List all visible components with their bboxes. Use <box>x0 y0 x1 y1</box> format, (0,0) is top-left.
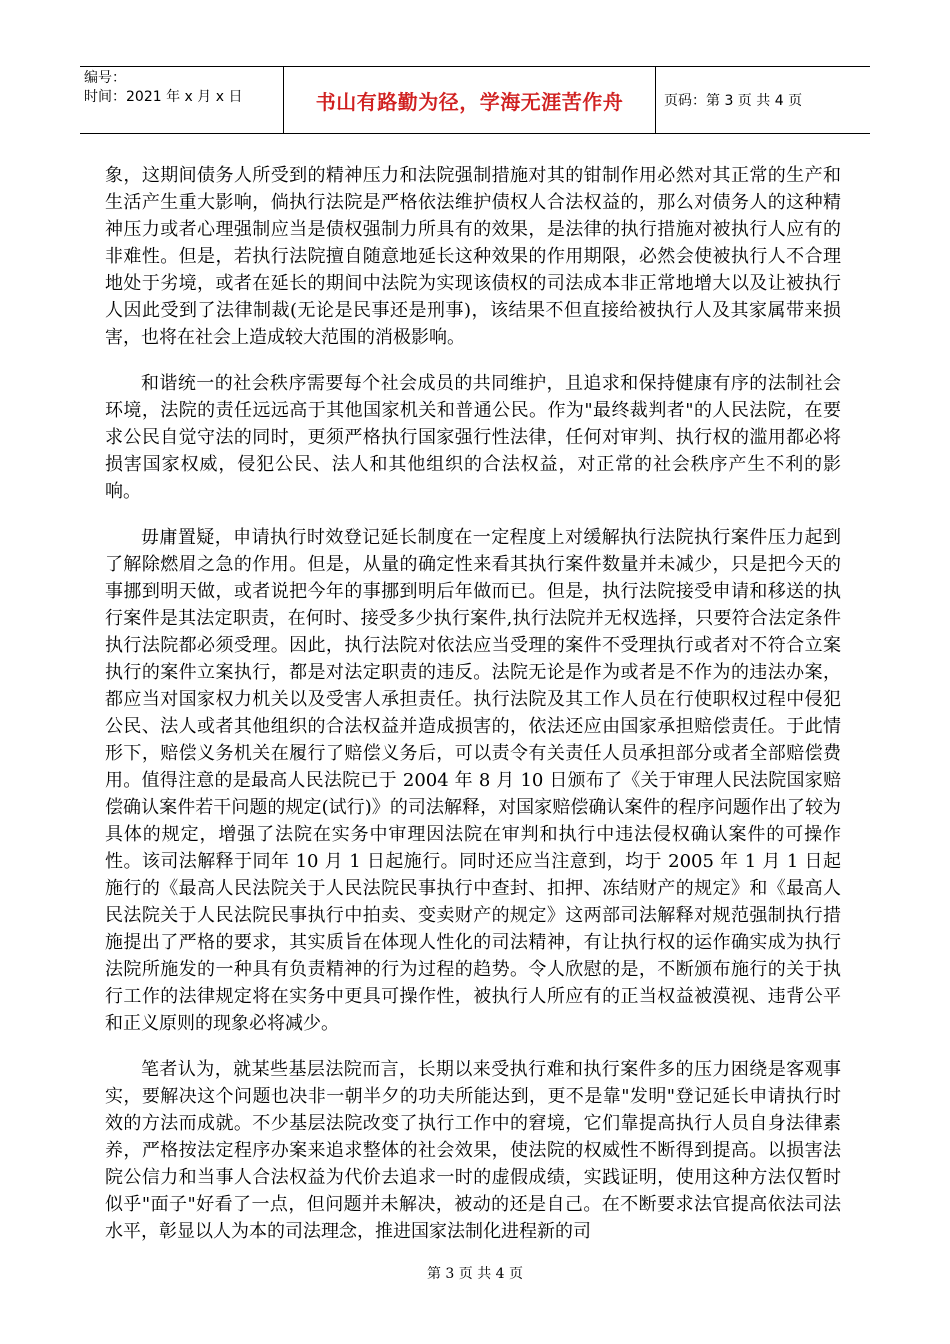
header-meta <box>80 67 284 133</box>
paragraph: 毋庸置疑，申请执行时效登记延长制度在一定程度上对缓解执行法院执行案件压力起到了解除燃眉之急的作用。但是，从量的确定性来看其执行案件数量并未减少，只是把今天的事挪到明天做，或者说把今年的事挪到明后年做而已。但是，执行法院接受申请和移送的执行案件是其法定职责，在何时、接受多少执行案件,执行法院并无权选择，只要符合法定条件执行法院都必须受理。因此，执行法院对依法应当受理的案件不受理执行或者对不符合立案执行的案件立案执行，都是对法定职责的违反。法院无论是作为或者是不作为的违法办案，都应当对国家权力机关以及受害人承担责任。执行法院及其工作人员在行使职权过程中侵犯公民、法人或者其他组织的合法权益并造成损害的，依法还应由国家承担赔偿责任。于此情形下，赔偿义务机关在履行了赔偿义务后，可以责令有关责任人员承担部分或者全部赔偿费用。值得注意的是最高人民法院已于 2004 年 8 月 10 日颁布了《关于审理人民法院国家赔偿确认案件若干问题的规定(试行)》的司法解释，对国家赔偿确认案件的程序问题作出了较为具体的规定，增强了法院在实务中审理因法院在审判和执行中违法侵权确认案件的可操作性。该司法解释于同年 10 月 1 日起施行。同时还应当注意到，均于 2005 年 1 月 1 日起施行的《最高人民法院关于人民法院民事执行中查封、扣押、冻结财产的规定》和《最高人民法院关于人民法院民事执行中拍卖、变卖财产的规定》这两部司法解释对规范强制执行措施提出了严格的要求，其实质旨在体现人性化的司法精神，有让执行权的运作确实成为执行法院所施发的一种具有负责精神的行为过程的趋势。令人欣慰的是，不断颁布施行的关于执行工作的法律规定将在实务中更具可操作性，被执行人所应有的正当权益被漠视、违背公平和正义原则的现象必将减少。 <box>105 527 841 1034</box>
header-motto: 书山有路勤为径，学海无涯苦作舟 <box>284 67 656 133</box>
paragraph: 象，这期间债务人所受到的精神压力和法院强制措施对其的钳制作用必然对其正常的生产和生活产生重大影响，倘执行法院是严格依法维护债权人合法权益的，那么对债务人的这种精神压力或者心理强制应当是债权强制力所具有的效果，是法律的执行措施对被执行人应有的非难性。但是，若执行法院擅自随意地延长这种效果的作用期限，必然会使被执行人不合理地处于劣境，或者在延长的期间中法院为实现该债权的司法成本非正常地增大以及让被执行人因此受到了法律制裁(无论是民事还是刑事)，该结果不但直接给被执行人及其家属带来损害，也将在社会上造成较大范围的消极影响。 <box>105 165 841 348</box>
paragraph: 和谐统一的社会秩序需要每个社会成员的共同维护，且追求和保持健康有序的法制社会环境，法院的责任远远高于其他国家机关和普通公民。作为"最终裁判者"的人民法院，在要求公民自觉守法的同时，更须严格执行国家强行性法律，任何对审判、执行权的滥用都必将损害国家权威，侵犯公民、法人和其他组织的合法权益，对正常的社会秩序产生不利的影响。 <box>105 373 841 502</box>
document-date-label: 时间：2021 年 x 月 x 日 <box>84 89 243 105</box>
paragraph: 笔者认为，就某些基层法院而言，长期以来受执行难和执行案件多的压力困绕是客观事实，要解决这个问题也决非一朝半夕的功夫所能达到，更不是靠"发明"登记延长申请执行时效的方法而成就。不少基层法院改变了执行工作中的窘境，它们靠提高执行人员自身法律素养，严格按法定程序办案来追求整体的社会效果，使法院的权威性不断得到提高。以损害法院公信力和当事人合法权益为代价去追求一时的虚假成绩，实践证明，使用这种方法仅暂时似乎"面子"好看了一点，但问题并未解决，被动的还是自己。在不断要求法官提高依法司法水平，彰显以人为本的司法理念，推进国家法制化进程新的司 <box>105 1059 841 1242</box>
document-number-label: 编号： <box>84 70 126 86</box>
header-page-label: 页码：第 3 页 共 4 页 <box>664 93 803 109</box>
page-header <box>80 66 870 134</box>
page-footer: 第 3 页 共 4 页 <box>426 1266 524 1282</box>
document-body <box>105 162 841 1264</box>
